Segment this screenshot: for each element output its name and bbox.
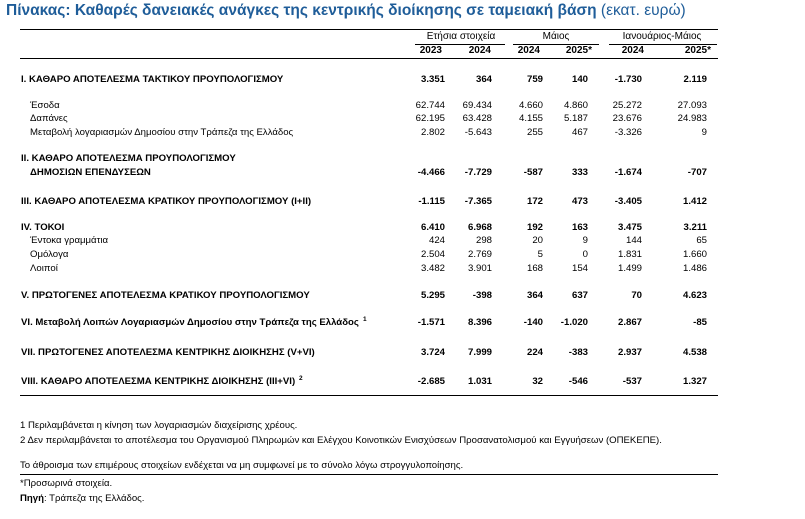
- cell-value: 20: [532, 235, 543, 246]
- cell-value: 2.119: [683, 74, 707, 85]
- row-other-accounts-change: [0, 317, 805, 331]
- cell-value: 9: [582, 235, 588, 246]
- cell-value: -2.685: [417, 376, 445, 387]
- cell-value: 24.983: [677, 113, 707, 124]
- cell-value: -537: [622, 376, 642, 387]
- cell-value: -546: [568, 376, 588, 387]
- cell-value: 5.187: [563, 113, 588, 124]
- cell-value: -398: [472, 290, 492, 301]
- cell-value: 1.499: [617, 263, 642, 274]
- cell-value: 4.538: [682, 347, 707, 358]
- header-year: 2024: [621, 45, 644, 56]
- cell-value: 364: [475, 74, 492, 85]
- cell-value: 1.031: [467, 376, 492, 387]
- row-label: VI. Μεταβολή Λοιπών Λογαριασμών Δημοσίου στην Τράπεζα της Ελλάδος: [21, 317, 359, 328]
- row-other-interest: [0, 263, 805, 277]
- cell-value: -140: [523, 317, 543, 328]
- cell-value: -3.405: [614, 196, 642, 207]
- cell-value: 163: [571, 222, 588, 233]
- row-public-investment: [0, 167, 805, 181]
- header-year: 2024: [468, 45, 491, 56]
- row-public-investment-heading: [0, 153, 805, 167]
- row-ordinary-budget: [0, 74, 805, 88]
- cell-value: 1.831: [617, 249, 642, 260]
- header-group-may: Μάιος: [542, 31, 570, 42]
- header-bottom-rule: [20, 58, 718, 59]
- cell-value: 224: [526, 347, 543, 358]
- row-label: VIII. ΚΑΘΑΡΟ ΑΠΟΤΕΛΕΣΜΑ ΚΕΝΤΡΙΚΗΣ ΔΙΟΙΚΗΣΗΣ (III+VI): [21, 376, 296, 387]
- cell-value: 4.155: [518, 113, 543, 124]
- cell-value: 140: [571, 74, 588, 85]
- cell-value: 3.475: [617, 222, 642, 233]
- source-text: : Τράπεζα της Ελλάδος.: [43, 493, 145, 504]
- title-unit: (εκατ. ευρώ): [600, 2, 686, 19]
- cell-value: 424: [428, 235, 445, 246]
- title-main: Πίνακας: Καθαρές δανειακές ανάγκες της κεντρικής διοίκησης σε ταμειακή βάση: [6, 2, 597, 19]
- cell-value: -1.571: [417, 317, 445, 328]
- cell-value: -707: [687, 167, 707, 178]
- cell-value: -7.729: [464, 167, 492, 178]
- cell-value: 3.901: [467, 263, 492, 274]
- cell-value: 364: [526, 290, 543, 301]
- cell-value: 2.769: [467, 249, 492, 260]
- row-label: I. ΚΑΘΑΡΟ ΑΠΟΤΕΛΕΣΜΑ ΤΑΚΤΙΚΟΥ ΠΡΟΥΠΟΛΟΓΙΣΜΟΥ: [21, 74, 284, 85]
- cell-value: 154: [571, 263, 588, 274]
- cell-value: 8.396: [467, 317, 492, 328]
- source-note: [20, 493, 144, 504]
- top-rule: [20, 29, 718, 30]
- row-revenue: [0, 100, 805, 114]
- cell-value: 5: [537, 249, 543, 260]
- cell-value: 6.410: [420, 222, 445, 233]
- table-title: [6, 2, 686, 20]
- cell-value: -1.115: [418, 196, 445, 207]
- cell-value: 2.867: [617, 317, 642, 328]
- row-state-budget: [0, 196, 805, 210]
- cell-value: 6.968: [467, 222, 492, 233]
- cell-value: 63.428: [462, 113, 492, 124]
- cell-value: 4.660: [518, 100, 543, 111]
- provisional-note: *Προσωρινά στοιχεία.: [20, 478, 113, 489]
- footnote-1: 1 Περιλαμβάνεται η κίνηση των λογαριασμών διαχείρισης χρέους.: [20, 420, 298, 431]
- cell-value: 467: [571, 127, 588, 138]
- cell-value: 7.999: [467, 347, 492, 358]
- row-label: Έντοκα γραμμάτια: [30, 235, 109, 246]
- cell-value: 3.351: [420, 74, 445, 85]
- cell-value: 65: [696, 235, 707, 246]
- notes-rule: [20, 474, 718, 475]
- row-label: III. ΚΑΘΑΡΟ ΑΠΟΤΕΛΕΣΜΑ ΚΡΑΤΙΚΟΥ ΠΡΟΥΠΟΛΟΓΙΣΜΟΥ (I+II): [21, 196, 312, 207]
- row-label: Δαπάνες: [30, 113, 68, 124]
- bottom-rule: [20, 395, 718, 396]
- cell-value: 9: [701, 127, 707, 138]
- cell-value: 3.724: [420, 347, 445, 358]
- row-label: II. ΚΑΘΑΡΟ ΑΠΟΤΕΛΕΣΜΑ ΠΡΟΥΠΟΛΟΓΙΣΜΟΥ: [21, 153, 236, 164]
- cell-value: -1.674: [614, 167, 642, 178]
- row-label: Έσοδα: [30, 100, 60, 111]
- header-year: 2025*: [684, 45, 711, 56]
- row-label: IV. ΤΟΚΟΙ: [21, 222, 65, 233]
- footnote-ref: 2: [299, 375, 303, 382]
- cell-value: 1.412: [682, 196, 707, 207]
- cell-value: 27.093: [677, 100, 707, 111]
- row-label: V. ΠΡΩΤΟΓΕΝΕΣ ΑΠΟΤΕΛΕΣΜΑ ΚΡΑΤΙΚΟΥ ΠΡΟΥΠΟΛΟΓΙΣΜΟΥ: [21, 290, 310, 301]
- rounding-note: Το άθροισμα των επιμέρους στοιχείων ενδέχεται να μη συμφωνεί με το σύνολο λόγω στρογγυλοποίησης.: [20, 460, 464, 471]
- row-gov-accounts-change: [0, 127, 805, 141]
- cell-value: 473: [571, 196, 588, 207]
- cell-value: 1.327: [682, 376, 707, 387]
- row-label: Μεταβολή λογαριασμών Δημοσίου στην Τράπεζα της Ελλάδος: [30, 127, 294, 138]
- cell-value: 333: [571, 167, 588, 178]
- cell-value: 637: [571, 290, 588, 301]
- cell-value: 759: [526, 74, 543, 85]
- cell-value: 144: [625, 235, 642, 246]
- cell-value: 0: [582, 249, 588, 260]
- cell-value: 192: [526, 222, 543, 233]
- source-label: Πηγή: [20, 493, 44, 504]
- header-year: 2025*: [565, 45, 592, 56]
- row-label: Λοιποί: [30, 263, 58, 274]
- cell-value: 2.937: [617, 347, 642, 358]
- cell-value: -3.326: [614, 127, 642, 138]
- cell-value: 2.802: [420, 127, 445, 138]
- cell-value: 168: [526, 263, 543, 274]
- cell-value: -5.643: [464, 127, 492, 138]
- cell-value: -85: [693, 317, 707, 328]
- row-tbills: [0, 235, 805, 249]
- row-primary-state-budget: [0, 290, 805, 304]
- row-label: VII. ΠΡΩΤΟΓΕΝΕΣ ΑΠΟΤΕΛΕΣΜΑ ΚΕΝΤΡΙΚΗΣ ΔΙΟΙΚΗΣΗΣ (V+VI): [21, 347, 315, 358]
- cell-value: 172: [526, 196, 543, 207]
- row-primary-central-gov: [0, 347, 805, 361]
- cell-value: 1.486: [682, 263, 707, 274]
- cell-value: -383: [568, 347, 588, 358]
- cell-value: -1.730: [614, 74, 642, 85]
- cell-value: 70: [631, 290, 642, 301]
- cell-value: 62.744: [415, 100, 445, 111]
- cell-value: 255: [526, 127, 543, 138]
- row-expenditure: [0, 113, 805, 127]
- cell-value: 25.272: [612, 100, 642, 111]
- header-group-annual: Ετήσια στοιχεία: [426, 31, 496, 42]
- row-net-central-gov: [0, 376, 805, 390]
- cell-value: 3.482: [420, 263, 445, 274]
- footnote-2: 2 Δεν περιλαμβάνεται το αποτέλεσμα του Οργανισμού Πληρωμών και Ελέγχου Κοινοτικών Ενισχύσεων Προσανατολισμού και Εγγυήσεων (ΟΠΕΚΕΠΕ).: [20, 435, 662, 446]
- cell-value: 4.860: [563, 100, 588, 111]
- row-label: ΔΗΜΟΣΙΩΝ ΕΠΕΝΔΥΣΕΩΝ: [30, 167, 151, 178]
- cell-value: 62.195: [415, 113, 445, 124]
- cell-value: -1.020: [560, 317, 588, 328]
- footnote-ref: 1: [363, 316, 367, 323]
- header-group-janmay: Ιανουάριος-Μάιος: [622, 31, 702, 42]
- cell-value: -587: [523, 167, 543, 178]
- cell-value: 23.676: [612, 113, 642, 124]
- row-bonds: [0, 249, 805, 263]
- row-interest: [0, 222, 805, 236]
- cell-value: 298: [475, 235, 492, 246]
- cell-value: 69.434: [462, 100, 492, 111]
- cell-value: 4.623: [682, 290, 707, 301]
- cell-value: 32: [532, 376, 543, 387]
- cell-value: -7.365: [464, 196, 492, 207]
- cell-value: 1.660: [682, 249, 707, 260]
- cell-value: 2.504: [420, 249, 445, 260]
- cell-value: 3.211: [683, 222, 707, 233]
- cell-value: -4.466: [417, 167, 445, 178]
- header-year: 2024: [517, 45, 540, 56]
- cell-value: 5.295: [420, 290, 445, 301]
- row-label: Ομόλογα: [30, 249, 69, 260]
- header-year: 2023: [419, 45, 442, 56]
